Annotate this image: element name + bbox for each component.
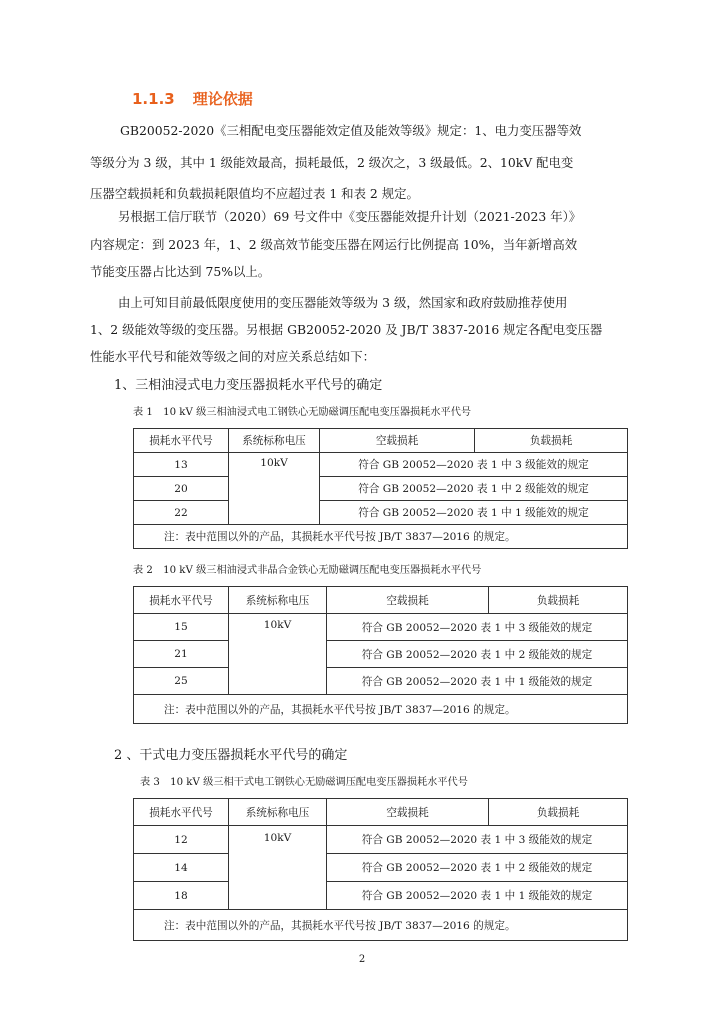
- table-2-caption: 表 2 10 kV 级三相油浸式非晶合金铁心无励磁调压配电变压器损耗水平代号: [133, 565, 482, 576]
- table-header-row: [134, 587, 628, 614]
- header-cell: 损耗水平代号: [134, 587, 229, 614]
- table-row: [134, 477, 628, 501]
- table-row: [134, 453, 628, 477]
- table-1: [133, 428, 628, 549]
- header-cell: 损耗水平代号: [134, 429, 229, 453]
- table-row: [134, 668, 628, 695]
- table-row: [134, 614, 628, 641]
- header-cell: 空载损耗: [320, 429, 475, 453]
- section-number: 1.1.3: [132, 90, 175, 108]
- paragraph-3-line-1: 由上可知目前最低限度使用的变压器能效等级为 3 级，然国家和政府鼓励推荐使用: [118, 295, 568, 310]
- code-cell: 20: [134, 477, 229, 501]
- code-cell: 25: [134, 668, 229, 695]
- voltage-cell: 10kV: [229, 826, 327, 910]
- table-3-caption: 表 3 10 kV 级三相干式电工钢铁心无励磁调压配电变压器损耗水平代号: [140, 777, 468, 788]
- subheading-oil: 1、三相油浸式电力变压器损耗水平代号的确定: [114, 378, 383, 393]
- table-note-row: [134, 525, 628, 549]
- header-cell: 系统标称电压: [229, 587, 327, 614]
- header-cell: 空载损耗: [327, 587, 489, 614]
- rule-cell: 符合 GB 20052—2020 表 1 中 3 级能效的规定: [327, 826, 628, 854]
- header-cell: 系统标称电压: [229, 799, 327, 826]
- note-cell: 注：表中范围以外的产品，其损耗水平代号按 JB/T 3837—2016 的规定。: [134, 695, 628, 724]
- table-row: [134, 882, 628, 910]
- note-cell: 注：表中范围以外的产品，其损耗水平代号按 JB/T 3837—2016 的规定。: [134, 910, 628, 941]
- rule-cell: 符合 GB 20052—2020 表 1 中 2 级能效的规定: [327, 854, 628, 882]
- code-cell: 22: [134, 501, 229, 525]
- subheading-dry: 2 、干式电力变压器损耗水平代号的确定: [114, 748, 348, 763]
- rule-cell: 符合 GB 20052—2020 表 1 中 1 级能效的规定: [327, 668, 628, 695]
- table-row: [134, 641, 628, 668]
- paragraph-2-line-3: 节能变压器占比达到 75%以上。: [90, 264, 271, 279]
- header-cell: 损耗水平代号: [134, 799, 229, 826]
- table-3: [133, 798, 628, 941]
- header-cell: 系统标称电压: [229, 429, 320, 453]
- code-cell: 21: [134, 641, 229, 668]
- page-number: 2: [358, 954, 366, 965]
- section-heading: [132, 88, 253, 109]
- paragraph-1-line-3: 压器空载损耗和负载损耗限值均不应超过表 1 和表 2 规定。: [90, 186, 419, 201]
- voltage-cell: 10kV: [229, 453, 320, 525]
- voltage-cell: 10kV: [229, 614, 327, 695]
- code-cell: 15: [134, 614, 229, 641]
- note-cell: 注：表中范围以外的产品，其损耗水平代号按 JB/T 3837—2016 的规定。: [134, 525, 628, 549]
- code-cell: 12: [134, 826, 229, 854]
- table-2: [133, 586, 628, 724]
- table-row: [134, 826, 628, 854]
- rule-cell: 符合 GB 20052—2020 表 1 中 1 级能效的规定: [320, 501, 628, 525]
- table-row: [134, 501, 628, 525]
- section-title: 理论依据: [192, 90, 253, 108]
- header-cell: 负载损耗: [489, 799, 628, 826]
- code-cell: 14: [134, 854, 229, 882]
- paragraph-2-line-1: 另根据工信厅联节（2020）69 号文件中《变压器能效提升计划（2021-2023 年）》: [118, 209, 582, 224]
- rule-cell: 符合 GB 20052—2020 表 1 中 3 级能效的规定: [327, 614, 628, 641]
- table-header-row: [134, 429, 628, 453]
- table-1-caption: 表 1 10 kV 级三相油浸式电工钢铁心无励磁调压配电变压器损耗水平代号: [133, 407, 472, 418]
- table-row: [134, 854, 628, 882]
- header-cell: 空载损耗: [327, 799, 489, 826]
- paragraph-3-line-3: 性能水平代号和能效等级之间的对应关系总结如下：: [90, 349, 375, 364]
- paragraph-1-line-1: GB20052-2020《三相配电变压器能效定值及能效等级》规定：1、电力变压器等效: [120, 123, 582, 138]
- paragraph-1-line-2: 等级分为 3 级，其中 1 级能效最高，损耗最低，2 级次之，3 级最低。2、10kV 配电变: [90, 155, 574, 170]
- rule-cell: 符合 GB 20052—2020 表 1 中 3 级能效的规定: [320, 453, 628, 477]
- code-cell: 18: [134, 882, 229, 910]
- table-note-row: [134, 910, 628, 941]
- header-cell: 负载损耗: [489, 587, 628, 614]
- header-cell: 负载损耗: [475, 429, 628, 453]
- rule-cell: 符合 GB 20052—2020 表 1 中 2 级能效的规定: [327, 641, 628, 668]
- paragraph-3-line-2: 1、2 级能效等级的变压器。另根据 GB20052-2020 及 JB/T 3837-2016 规定各配电变压器: [90, 322, 603, 337]
- rule-cell: 符合 GB 20052—2020 表 1 中 2 级能效的规定: [320, 477, 628, 501]
- paragraph-2-line-2: 内容规定：到 2023 年，1、2 级高效节能变压器在网运行比例提高 10%，当年新增高效: [90, 237, 578, 252]
- rule-cell: 符合 GB 20052—2020 表 1 中 1 级能效的规定: [327, 882, 628, 910]
- code-cell: 13: [134, 453, 229, 477]
- table-note-row: [134, 695, 628, 724]
- table-header-row: [134, 799, 628, 826]
